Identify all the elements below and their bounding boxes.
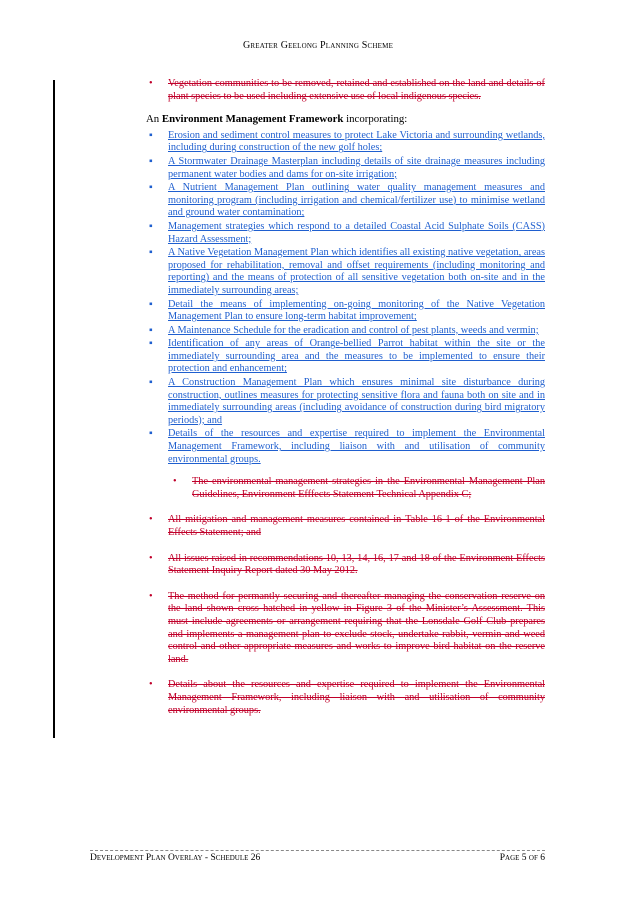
inserted-list-item: ▪ Identification of any areas of Orange-bellied Parrot habitat within the site or the immediately surrounding area and the measures to be implemented to ensure their protection and enhancement; bbox=[149, 338, 545, 375]
inserted-list-item: ▪ A Construction Management Plan which ensures minimal site disturbance during construction, outlines measures for protecting sensitive flora and fauna both on site and in immediately surrounding areas (including avoidance of construction during bird migratory periods); and bbox=[149, 377, 545, 426]
bullet-icon: ▪ bbox=[149, 377, 153, 389]
footer-schedule: Development Plan Overlay - Schedule 26 bbox=[90, 853, 261, 863]
deleted-text: Vegetation communities to be removed, retained and established on the land and details of plant species to be used including extensive use of local indigenous species. bbox=[168, 78, 545, 102]
bullet-icon: ▪ bbox=[149, 247, 153, 259]
inserted-list-item: ▪ A Native Vegetation Management Plan which identifies all existing native vegetation, areas proposed for rehabilitation, removal and offset requirements (including monitoring and reporting) and the means of protection of all sensitive vegetation both on-site and in the immediately surrounding areas; bbox=[149, 247, 545, 296]
inserted-list-item: ▪ Erosion and sediment control measures to protect Lake Victoria and surrounding wetlands, including during construction of the new golf holes; bbox=[149, 129, 545, 154]
deleted-list-item bbox=[146, 78, 545, 103]
bullet-icon: ▪ bbox=[149, 220, 153, 232]
document-body bbox=[146, 78, 545, 717]
bullet-icon: • bbox=[149, 552, 153, 564]
footer-page-number: Page 5 of 6 bbox=[499, 853, 545, 863]
inserted-list-item: ▪ Detail the means of implementing on-going monitoring of the Native Vegetation Management Plan to ensure long-term habitat improvement; bbox=[149, 298, 545, 323]
bullet-icon: • bbox=[149, 78, 153, 89]
inserted-list-item: ▪ Management strategies which respond to a detailed Coastal Acid Sulphate Soils (CASS) Hazard Assessment; bbox=[149, 220, 545, 245]
footer-divider bbox=[90, 850, 545, 851]
bullet-icon: ▪ bbox=[149, 298, 153, 310]
change-bar bbox=[53, 80, 55, 738]
inserted-list-item: ▪ Details of the resources and expertise required to implement the Environmental Management Framework, including liaison with and utilisation of community environmental groups. bbox=[149, 428, 545, 465]
inserted-list-item: ▪ A Nutrient Management Plan outlining water quality management measures and monitoring program (including irrigation and chemical/fertilizer use) to minimise wetland and ground water contamination; bbox=[149, 182, 545, 219]
inserted-list-item: ▪ A Stormwater Drainage Masterplan including details of site drainage measures including permanent water bodies and dams for on-site irrigation; bbox=[149, 155, 545, 180]
bullet-icon: • bbox=[149, 679, 153, 691]
bullet-icon: ▪ bbox=[149, 428, 153, 440]
deleted-list-item: • The method for permantly securing and thereafter managing the conservation reserve on the land shown cross hatched in yellow in Figure 3 of the Minister’s Assessment. This must include agreements or arrangement requiring that the Lonsdale Golf Club prepares and implements a management plan to exclude stock, undertake rabbit, vermin and weed control and other appropriate measures and works to improve bird habitat on the reserve land. bbox=[149, 590, 545, 665]
deleted-list-item: • All issues raised in recommendations 10, 13, 14, 16, 17 and 18 of the Environment Effects Statement Inquiry Report dated 30 May 2012. bbox=[149, 552, 545, 577]
bullet-icon: ▪ bbox=[149, 324, 153, 336]
emf-heading: An Environment Management Framework incorporating: bbox=[146, 113, 408, 126]
bullet-icon: • bbox=[173, 476, 177, 488]
bullet-icon: ▪ bbox=[149, 182, 153, 194]
emf-heading-bold: Environment Management Framework bbox=[161, 113, 344, 126]
deleted-list-item: • Details about the resources and expertise required to implement the Environmental Management Framework, including liaison with and utilisation of community environmental groups. bbox=[149, 679, 545, 716]
deleted-list-item: • All mitigation and management measures contained in Table 16-1 of the Environmental Effects Statement; and bbox=[149, 514, 545, 538]
bullet-icon: ▪ bbox=[149, 129, 153, 141]
deleted-sub-item: • The environmental management strategies in the Environmental Management Plan Guidelines, Environment Efffects Statement Technical Appendix C; bbox=[173, 476, 545, 500]
bullet-icon: ▪ bbox=[149, 338, 153, 350]
bullet-icon: • bbox=[149, 514, 153, 526]
page-header: Greater Geelong Planning Scheme bbox=[242, 40, 394, 51]
bullet-icon: • bbox=[149, 590, 153, 602]
inserted-list-item: ▪ A Maintenance Schedule for the eradication and control of pest plants, weeds and vermin; bbox=[149, 324, 539, 336]
bullet-icon: ▪ bbox=[149, 155, 153, 167]
